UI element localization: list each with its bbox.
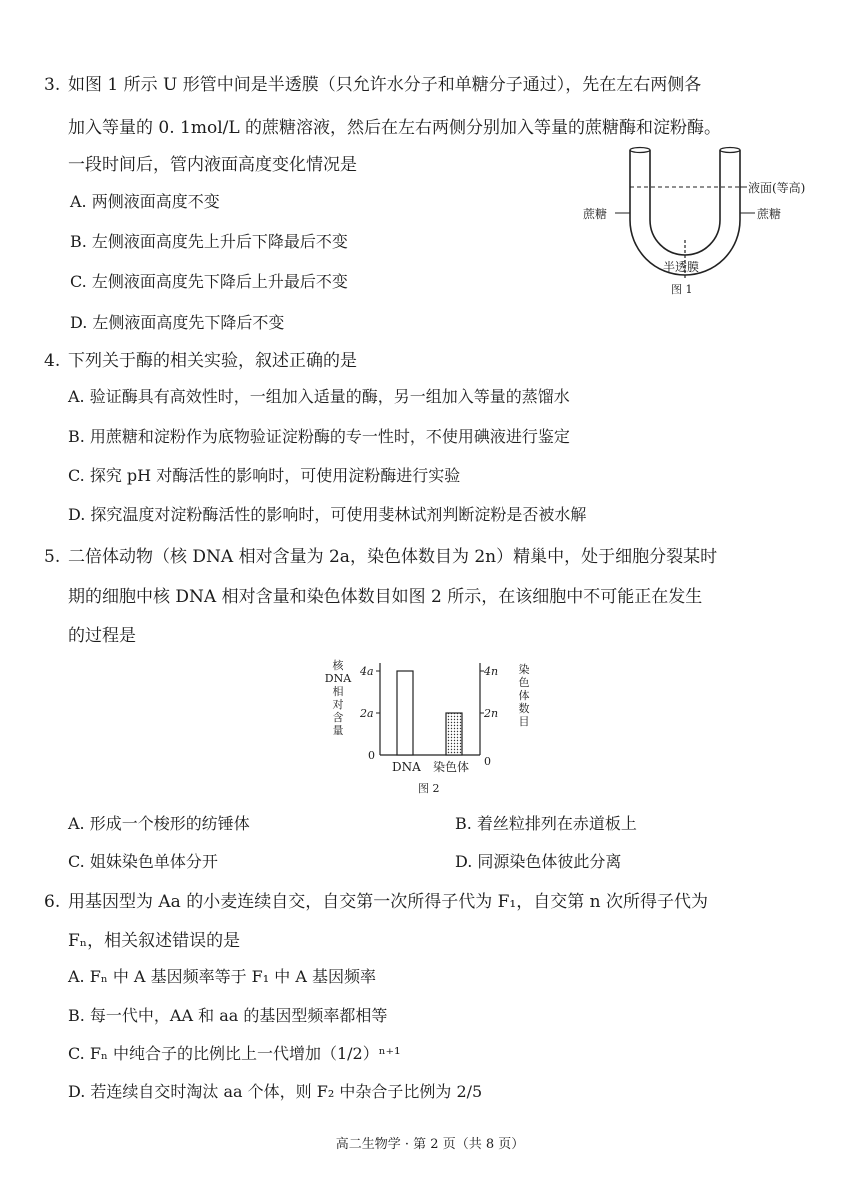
u-tube-inner-wall bbox=[650, 150, 720, 255]
q3-option-a: A. 两侧液面高度不变 bbox=[70, 192, 220, 211]
q6-option-d: D. 若连续自交时淘汰 aa 个体，则 F₂ 中杂合子比例为 2/5 bbox=[68, 1082, 483, 1101]
q3-number: 3. bbox=[44, 75, 61, 95]
q3-stem-1: 如图 1 所示 U 形管中间是半透膜（只允许水分子和单糖分子通过），先在左右两侧各 bbox=[68, 75, 702, 95]
q6-stem-1: 用基因型为 Aa 的小麦连续自交，自交第一次所得子代为 F₁，自交第 n 次所得子代为 bbox=[68, 892, 708, 912]
x-label-chromosome: 染色体 bbox=[433, 760, 470, 774]
q4-number: 4. bbox=[44, 351, 61, 371]
q6-number: 6. bbox=[44, 892, 61, 912]
bar-chromosome bbox=[446, 713, 462, 755]
left-axis-label-char: DNA bbox=[324, 672, 352, 685]
figure-2-caption: 图 2 bbox=[418, 782, 440, 795]
right-sucrose-label: 蔗糖 bbox=[757, 207, 782, 221]
q5-line1 bbox=[44, 542, 717, 567]
left-tick-4a: 4a bbox=[360, 665, 374, 678]
q5-number: 5. bbox=[44, 547, 61, 567]
q5-line2: 期的细胞中核 DNA 相对含量和染色体数目如图 2 所示，在该细胞中不可能正在发生 bbox=[68, 587, 703, 607]
left-axis-label bbox=[325, 658, 352, 737]
figure-1-u-tube bbox=[575, 140, 815, 310]
membrane-label: 半透膜 bbox=[663, 260, 700, 274]
page-footer: 高二生物学 · 第 2 页（共 8 页） bbox=[335, 1137, 525, 1152]
q5-option-a: A. 形成一个梭形的纺锤体 bbox=[68, 814, 250, 833]
left-axis-label-char: 核 bbox=[332, 659, 344, 672]
left-axis-label-char: 相 bbox=[332, 685, 344, 698]
right-axis-label bbox=[519, 662, 530, 728]
left-sucrose-label: 蔗糖 bbox=[583, 207, 608, 221]
q5-line3: 的过程是 bbox=[68, 626, 136, 646]
right-axis-label-char: 目 bbox=[518, 715, 530, 728]
bar-dna bbox=[397, 671, 413, 755]
u-tube-right-opening bbox=[720, 148, 740, 153]
right-axis-label-char: 色 bbox=[518, 676, 530, 689]
q6-option-c: C. Fₙ 中纯合子的比例比上一代增加（1/2）ⁿ⁺¹ bbox=[68, 1044, 401, 1063]
right-axis-label-char: 数 bbox=[518, 702, 530, 715]
right-tick-2n: 2n bbox=[484, 707, 499, 720]
figure-2-chart bbox=[318, 655, 538, 800]
right-tick-0: 0 bbox=[484, 755, 491, 768]
q3-line1 bbox=[44, 70, 701, 95]
q6-option-b: B. 每一代中，AA 和 aa 的基因型频率都相等 bbox=[68, 1006, 388, 1025]
right-axis-label-char: 体 bbox=[518, 689, 530, 702]
right-axis-label-char: 染 bbox=[518, 663, 530, 676]
q3-option-b: B. 左侧液面高度先上升后下降最后不变 bbox=[70, 232, 348, 251]
q6-line2: Fₙ，相关叙述错误的是 bbox=[68, 931, 241, 951]
q4-line1 bbox=[44, 346, 357, 371]
left-axis-label-char: 量 bbox=[332, 724, 344, 737]
q3-option-c: C. 左侧液面高度先下降后上升最后不变 bbox=[70, 272, 348, 291]
q4-option-b: B. 用蔗糖和淀粉作为底物验证淀粉酶的专一性时，不使用碘液进行鉴定 bbox=[68, 427, 570, 446]
q4-option-d: D. 探究温度对淀粉酶活性的影响时，可使用斐林试剂判断淀粉是否被水解 bbox=[68, 505, 587, 524]
q5-stem-1: 二倍体动物（核 DNA 相对含量为 2a，染色体数目为 2n）精巢中，处于细胞分裂某时 bbox=[68, 547, 718, 567]
q6-option-a: A. Fₙ 中 A 基因频率等于 F₁ 中 A 基因频率 bbox=[68, 967, 376, 986]
q3-option-d: D. 左侧液面高度先下降后不变 bbox=[70, 313, 285, 332]
right-tick-4n: 4n bbox=[484, 665, 499, 678]
left-axis-label-char: 含 bbox=[332, 711, 344, 724]
q6-line1 bbox=[44, 887, 708, 912]
x-label-dna: DNA bbox=[392, 760, 421, 774]
q3-line2: 加入等量的 0. 1mol/L 的蔗糖溶液，然后在左右两侧分别加入等量的蔗糖酶和淀粉酶。 bbox=[68, 118, 722, 138]
left-axis-label-char: 对 bbox=[332, 698, 344, 711]
q4-option-c: C. 探究 pH 对酶活性的影响时，可使用淀粉酶进行实验 bbox=[68, 466, 461, 485]
q4-option-a: A. 验证酶具有高效性时，一组加入适量的酶，另一组加入等量的蒸馏水 bbox=[68, 387, 570, 406]
liquid-level-label: 液面(等高) bbox=[748, 181, 806, 195]
q4-stem-1: 下列关于酶的相关实验，叙述正确的是 bbox=[68, 351, 357, 371]
q5-option-d: D. 同源染色体彼此分离 bbox=[455, 852, 622, 871]
q5-option-c: C. 姐妹染色单体分开 bbox=[68, 852, 218, 871]
left-tick-2a: 2a bbox=[360, 707, 374, 720]
q5-option-b: B. 着丝粒排列在赤道板上 bbox=[455, 814, 637, 833]
u-tube-left-opening bbox=[630, 148, 650, 153]
figure-1-caption: 图 1 bbox=[671, 283, 693, 296]
q3-line3: 一段时间后，管内液面高度变化情况是 bbox=[68, 155, 357, 175]
left-tick-0: 0 bbox=[368, 749, 375, 762]
